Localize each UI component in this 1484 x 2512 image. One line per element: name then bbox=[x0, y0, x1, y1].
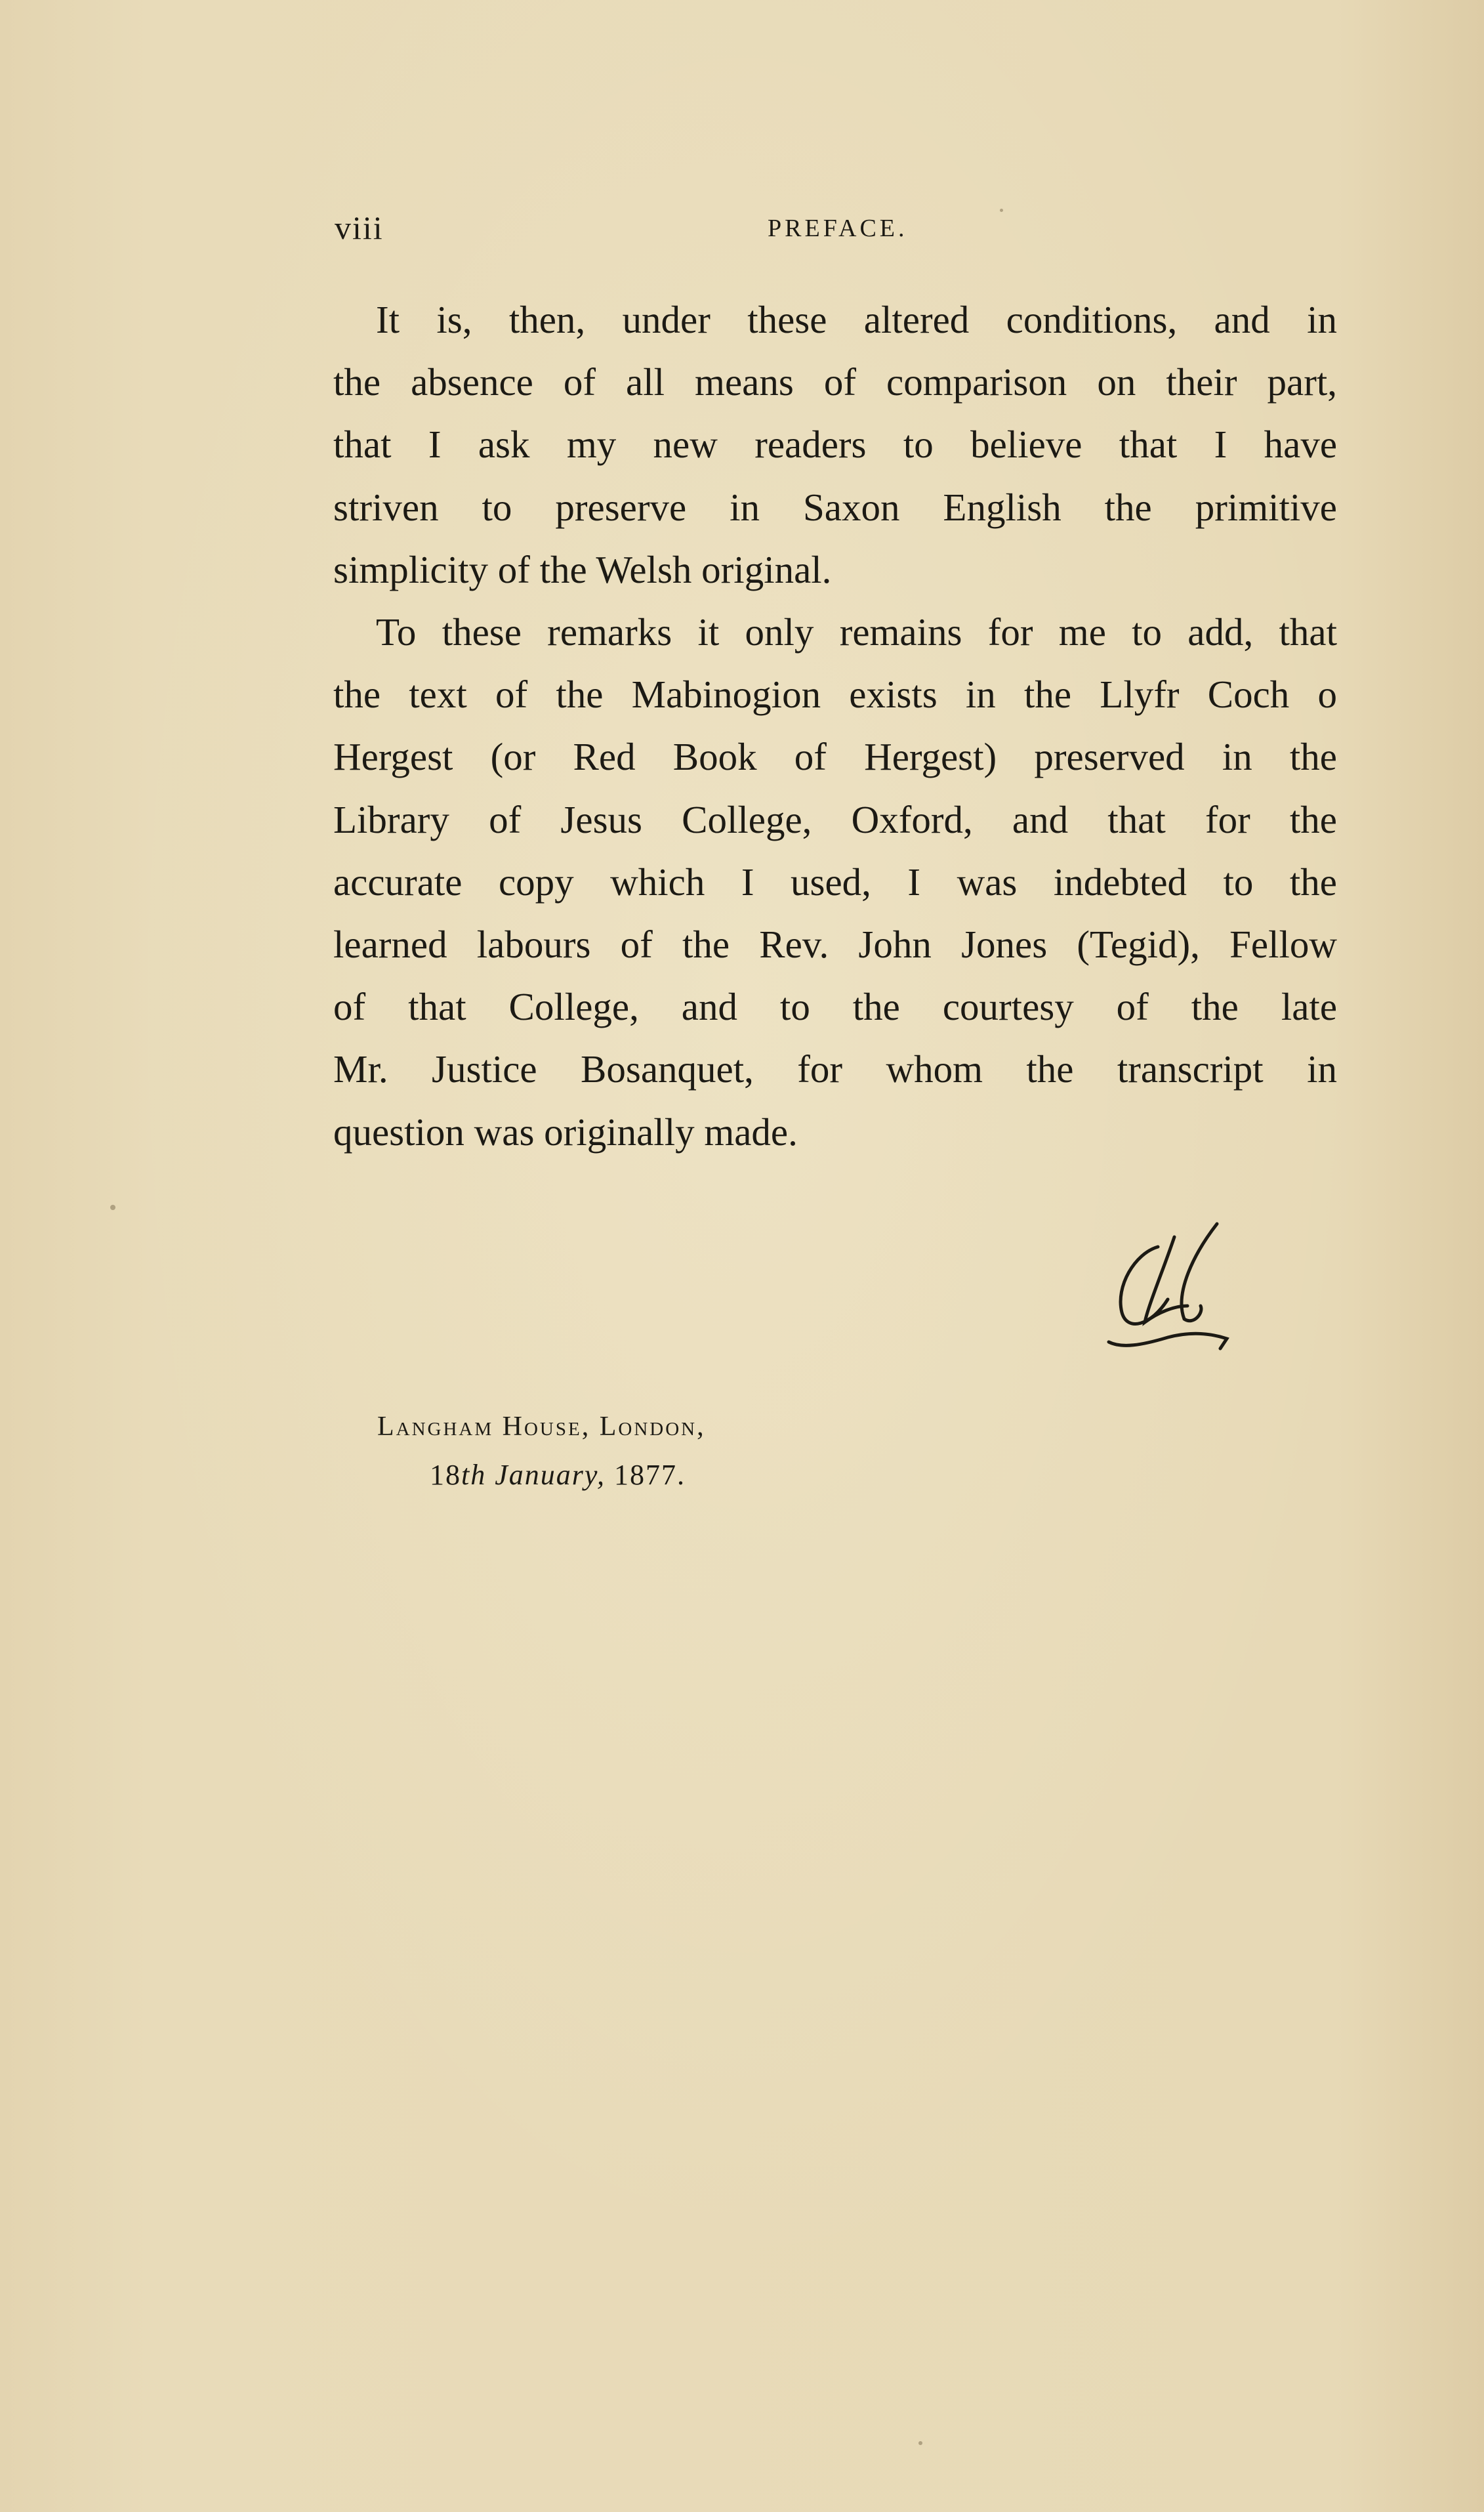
text-line: It is, then, under these altered conditions, and in bbox=[376, 298, 1337, 341]
text-line: accurate copy which I used, I was indebted to the bbox=[333, 860, 1337, 904]
date-suffix: th bbox=[461, 1459, 487, 1491]
text-line: that I ask my new readers to believe that I have bbox=[333, 423, 1337, 467]
paper-speck bbox=[1000, 209, 1003, 212]
running-head bbox=[335, 209, 1338, 255]
preface-body bbox=[333, 289, 1337, 1163]
text-line: the absence of all means of comparison on their part, bbox=[333, 360, 1337, 404]
date-year: 1877. bbox=[614, 1459, 686, 1491]
running-title: PREFACE. bbox=[768, 215, 908, 242]
text-line: the text of the Mabinogion exists in the Llyfr Coch o bbox=[333, 673, 1337, 717]
place-line: Langham House, London, bbox=[377, 1412, 706, 1442]
paper-speck bbox=[110, 1205, 115, 1210]
date-line bbox=[430, 1458, 686, 1492]
date-day: 18 bbox=[430, 1459, 461, 1491]
signature-initials bbox=[1096, 1207, 1253, 1358]
text-line: striven to preserve in Saxon English the primitive bbox=[333, 485, 1337, 529]
text-line: Hergest (or Red Book of Hergest) preserved in the bbox=[333, 735, 1337, 779]
paragraph-1 bbox=[333, 289, 1337, 601]
text-line: simplicity of the Welsh original. bbox=[333, 547, 832, 591]
page-number: viii bbox=[335, 209, 384, 246]
paragraph-2 bbox=[333, 601, 1337, 1163]
text-line: learned labours of the Rev. John Jones (Tegid), Fellow bbox=[333, 923, 1337, 967]
text-line: To these remarks it only remains for me to add, that bbox=[376, 610, 1337, 654]
text-line: question was originally made. bbox=[333, 1110, 798, 1154]
text-line: of that College, and to the courtesy of the late bbox=[333, 985, 1337, 1029]
date-month: January, bbox=[495, 1459, 606, 1491]
text-line: Library of Jesus College, Oxford, and that for the bbox=[333, 797, 1337, 841]
paper-speck bbox=[918, 2441, 922, 2445]
text-line: Mr. Justice Bosanquet, for whom the transcript in bbox=[333, 1047, 1337, 1091]
